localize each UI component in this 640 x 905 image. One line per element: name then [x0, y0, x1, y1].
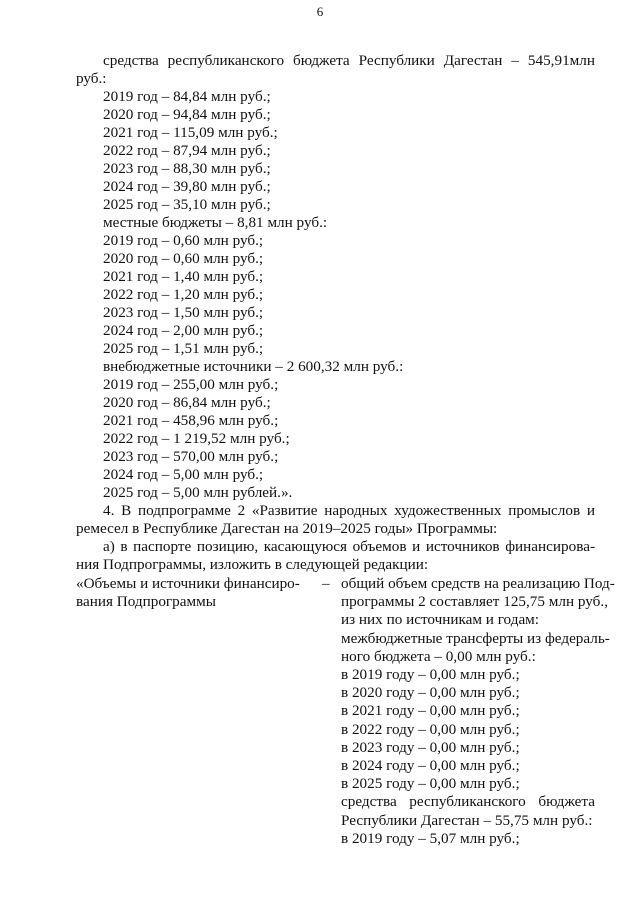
- rb-year-2019: 2019 год – 84,84 млн руб.;: [103, 88, 271, 105]
- extra-year-2019: 2019 год – 255,00 млн руб.;: [103, 376, 279, 393]
- passport-right-line: в 2019 году – 0,00 млн руб.;: [341, 666, 520, 684]
- local-year-2020: 2020 год – 0,60 млн руб.;: [103, 250, 264, 267]
- passport-right-line: ного бюджета – 0,00 млн руб.:: [341, 647, 536, 665]
- extra-year-2021: 2021 год – 458,96 млн руб.;: [103, 412, 279, 429]
- passport-left-line-1: «Объемы и источники финансиро-: [76, 575, 300, 592]
- rb-year-2021: 2021 год – 115,09 млн руб.;: [103, 124, 278, 141]
- passport-left-line-2: вания Подпрограммы: [76, 593, 216, 610]
- passport-right-line: Республики Дагестан – 55,75 млн руб.:: [341, 811, 593, 829]
- passport-right-line: межбюджетные трансферты из федераль-: [341, 629, 610, 647]
- passport-right-line: программы 2 составляет 125,75 млн руб.,: [341, 593, 609, 611]
- passport-right-line: в 2023 году – 0,00 млн руб.;: [341, 738, 520, 756]
- section-4-line-1: 4. В подпрограмме 2 «Развитие народных художественных промыслов и: [103, 502, 595, 519]
- section-4-line-2: ремесел в Республике Дагестан на 2019–2025 годы» Программы:: [76, 520, 498, 537]
- local-year-2024: 2024 год – 2,00 млн руб.;: [103, 322, 264, 339]
- passport-right-line: в 2020 году – 0,00 млн руб.;: [341, 684, 520, 702]
- republican-budget-line: средства республиканского бюджета Республики Дагестан – 545,91млн: [103, 52, 595, 69]
- extra-year-2023: 2023 год – 570,00 млн руб.;: [103, 448, 279, 465]
- item-a-line-2: ния Подпрограммы, изложить в следующей редакции:: [76, 556, 429, 573]
- extra-year-2024: 2024 год – 5,00 млн руб.;: [103, 466, 264, 483]
- extra-budgetary-heading: внебюджетные источники – 2 600,32 млн руб.:: [103, 358, 404, 375]
- rb-year-2022: 2022 год – 87,94 млн руб.;: [103, 142, 271, 159]
- local-year-2023: 2023 год – 1,50 млн руб.;: [103, 304, 264, 321]
- rb-year-2023: 2023 год – 88,30 млн руб.;: [103, 160, 271, 177]
- passport-right-line: в 2021 году – 0,00 млн руб.;: [341, 702, 520, 720]
- passport-right-line: средства республиканского бюджета: [341, 793, 595, 811]
- local-budgets-heading: местные бюджеты – 8,81 млн руб.:: [103, 214, 328, 231]
- local-year-2019: 2019 год – 0,60 млн руб.;: [103, 232, 264, 249]
- passport-right-line: в 2019 году – 5,07 млн руб.;: [341, 829, 520, 847]
- rb-year-2024: 2024 год – 39,80 млн руб.;: [103, 178, 271, 195]
- passport-right-cell: [341, 575, 615, 848]
- passport-dash: –: [322, 575, 330, 592]
- local-year-2025: 2025 год – 1,51 млн руб.;: [103, 340, 264, 357]
- extra-year-2022: 2022 год – 1 219,52 млн руб.;: [103, 430, 290, 447]
- passport-right-line: общий объем средств на реализацию Под-: [341, 575, 615, 592]
- extra-year-2020: 2020 год – 86,84 млн руб.;: [103, 394, 271, 411]
- rb-year-2020: 2020 год – 94,84 млн руб.;: [103, 106, 271, 123]
- rb-year-2025: 2025 год – 35,10 млн руб.;: [103, 196, 271, 213]
- passport-right-line: в 2024 году – 0,00 млн руб.;: [341, 757, 520, 775]
- extra-year-2025: 2025 год – 5,00 млн рублей.».: [103, 484, 293, 501]
- local-year-2022: 2022 год – 1,20 млн руб.;: [103, 286, 264, 303]
- page-number: 6: [316, 4, 324, 19]
- passport-right-line: в 2022 году – 0,00 млн руб.;: [341, 720, 520, 738]
- local-year-2021: 2021 год – 1,40 млн руб.;: [103, 268, 264, 285]
- item-a-line-1: а) в паспорте позицию, касающуюся объемов и источников финансирова-: [103, 538, 595, 555]
- passport-left-cell: [76, 575, 311, 611]
- passport-right-line: из них по источникам и годам:: [341, 611, 540, 629]
- passport-right-line: в 2025 году – 0,00 млн руб.;: [341, 775, 520, 793]
- republican-budget-line-cont: руб.:: [76, 70, 107, 87]
